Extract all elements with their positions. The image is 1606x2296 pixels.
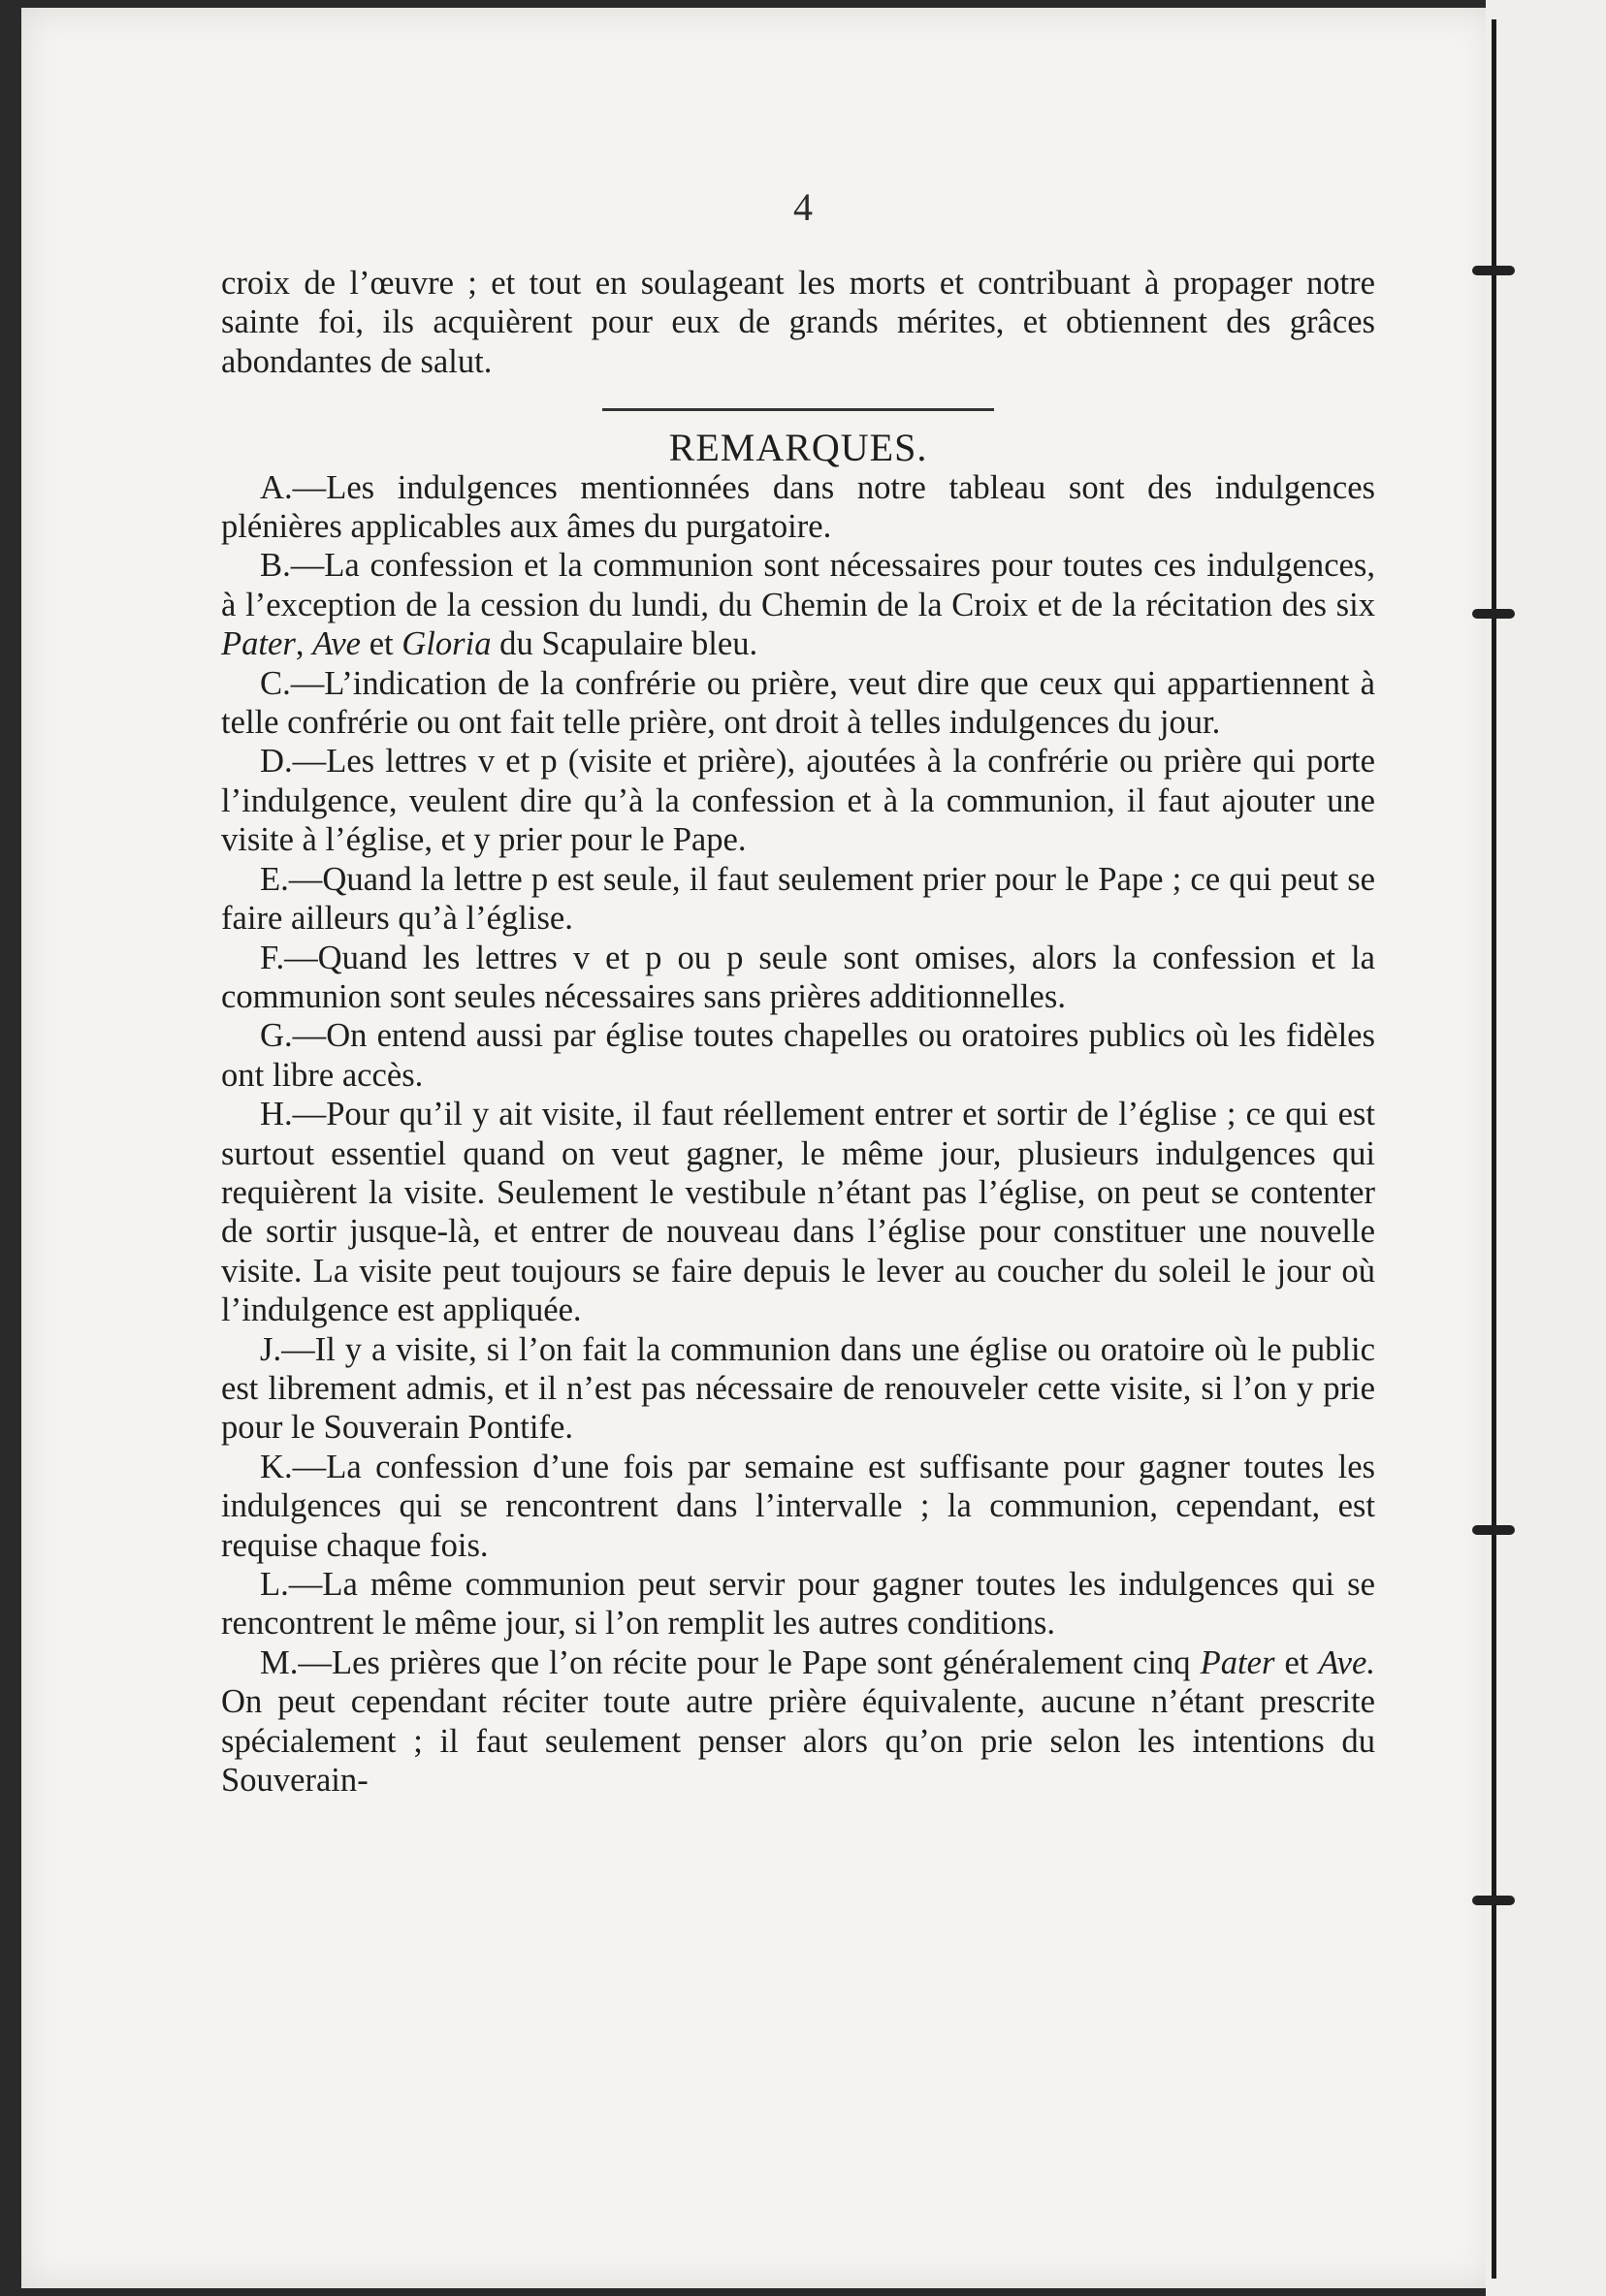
binding-stitch [1472,1896,1515,1905]
remark-c: C.—L’indication de la confrérie ou prière, veut dire que ceux qui appartiennent à telle confrérie ou ont fait telle prière, ont droit à telles indulgences du jour. [221,664,1375,742]
remark-l: L.—La même communion peut servir pour gagner toutes les indulgences qui se rencontrent le même jour, si l’on remplit les autres conditions. [221,1566,1375,1642]
page-body [221,264,1375,1800]
binding-spine [1492,19,1496,2279]
remark-b-sep: , [295,625,313,663]
section-heading: REMARQUES. [668,426,928,470]
binding-stitch [1472,1525,1515,1535]
remark-a: A.—Les indulgences mentionnées dans notre tableau sont des indulgences plénières applicables aux âmes du purgatoire. [221,468,1375,546]
remark-m-end: On peut cependant réciter toute autre prière équivalente, aucune n’étant prescrite spécialement ; il faut seulement penser alors qu’on prie selon les intentions du Souverain- [221,1683,1375,1800]
remark-b-and: et [361,625,402,663]
remark-b-text: B.—La confession et la communion sont nécessaires pour toutes ces indulgences, à l’exception de la cession du lundi, du Chemin de la Croix et de la récitation des six [221,547,1375,623]
remark-b [221,546,1375,663]
remark-m-text: M.—Les prières que l’on récite pour le Pape sont généralement cinq [260,1643,1201,1681]
remark-m [221,1643,1375,1801]
remark-m-ave: Ave. [1318,1643,1375,1681]
page-number: 4 [793,185,813,229]
binding-stitch [1472,266,1515,275]
section-divider [602,408,994,411]
remark-j: J.—Il y a visite, si l’on fait la communion dans une église ou oratoire où le public est librement admis, et il n’est pas nécessaire de renouveler cette visite, si l’on y prie pour le Souverain Pontife. [221,1330,1375,1447]
remark-h: H.—Pour qu’il y ait visite, il faut réellement entrer et sortir de l’église ; ce qui est surtout essentiel quand on veut gagner, le même jour, plusieurs indulgences qui requièrent la visite. Seulement le vestibule n’étant pas l’église, on peut se contenter de sortir jusque-là, et entrer de nouveau dans l’église pour constituer une nouvelle visite. La visite peut toujours se faire depuis le lever au coucher du soleil le jour où l’indulgence est appliquée. [221,1096,1375,1329]
adjacent-page-edge [1486,0,1606,2296]
remark-b-end: du Scapulaire bleu. [491,625,758,663]
remark-m-and: et [1274,1643,1319,1681]
remark-e: E.—Quand la lettre p est seule, il faut seulement prier pour le Pape ; ce qui peut se faire ailleurs qu’à l’église. [221,860,1375,938]
remark-b-gloria: Gloria [402,625,492,663]
remark-b-pater: Pater [221,625,296,663]
intro-paragraph: croix de l’œuvre ; et tout en soulageant les morts et contribuant à propager notre sainte foi, ils acquièrent pour eux de grands mérites, et obtiennent des grâces abondantes de salut. [221,265,1375,380]
remark-m-pater: Pater [1200,1643,1275,1681]
remark-k: K.—La confession d’une fois par semaine est suffisante pour gagner toutes les indulgences qui se rencontrent dans l’intervalle ; la communion, cependant, est requise chaque fois. [221,1448,1375,1564]
remark-d: D.—Les lettres v et p (visite et prière), ajoutées à la confrérie ou prière qui porte l’indulgence, veulent dire qu’à la confession et à la communion, il faut ajouter une visite à l’église, et y prier pour le Pape. [221,743,1375,859]
remark-b-ave: Ave [312,625,362,663]
binding-stitch [1472,609,1515,619]
remark-f: F.—Quand les lettres v et p ou p seule sont omises, alors la confession et la communion sont seules nécessaires sans prières additionnelles. [221,939,1375,1015]
remark-g: G.—On entend aussi par église toutes chapelles ou oratoires publics où les fidèles ont libre accès. [221,1017,1375,1094]
